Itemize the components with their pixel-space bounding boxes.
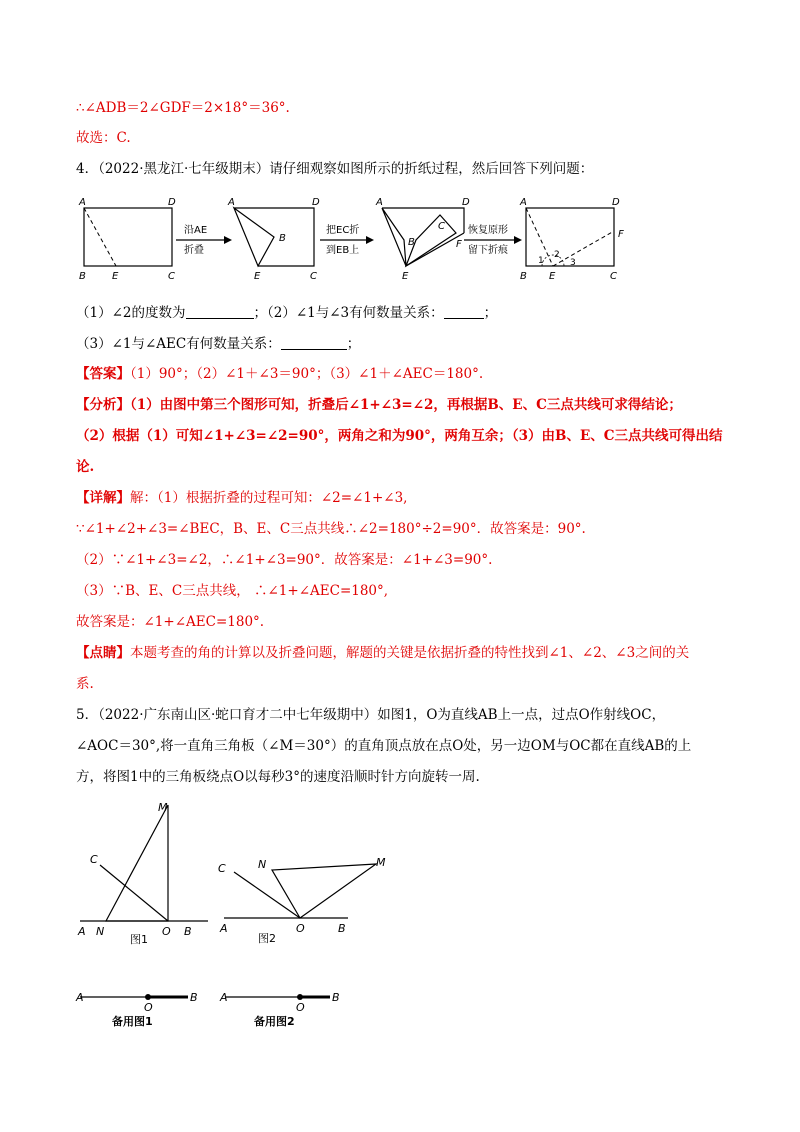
arrow2-text-b: 到EB上 [326,245,360,256]
answer-blank-1[interactable] [186,304,254,319]
spare-figure-1 [76,985,216,1030]
p4-label-F: F [618,229,624,240]
spare2-label-A: A [220,991,228,1004]
p4-label-D: D [612,197,620,208]
arrow1-text-a: 沿AE [184,225,208,236]
question-4-part-3 [76,334,360,354]
fig1-label-N: N [96,925,105,938]
q4-part2-text: ；（2）∠1与∠3有何数量关系： [253,305,444,321]
question-4-part-1-2 [76,303,497,323]
question-4-stem: 4．（2022·黑龙江·七年级期末）请仔细观察如图所示的折纸过程，然后回答下列问题： [76,161,594,177]
fig2-label-N: N [258,858,267,871]
p3-label-C: C [438,221,445,232]
answer-blank-2[interactable] [444,304,484,319]
fig2-label-O: O [296,922,305,935]
spare1-label-O: O [144,1001,153,1014]
q4-part3-end: ； [346,336,361,352]
fig1-label-C: C [90,853,98,866]
figure-1-diagram [76,795,216,950]
analysis-line-1 [76,395,682,415]
arrow3-text-b: 留下折痕 [468,245,508,256]
arrow3-text-a: 恢复原形 [468,225,508,236]
p4-label-A: A [520,197,527,208]
analysis-line-2: （2）根据（1）可知∠1+∠3=∠2=90°，两角之和为90°，两角互余；（3）由B、E、C三点共线可得出结 [76,428,723,444]
fig1-label-A: A [78,925,86,938]
p1-label-A: A [79,197,86,208]
p4-label-C: C [610,271,617,282]
p3-label-A: A [376,197,383,208]
folding-process-diagram [76,195,636,285]
q4-part1-text: （1）∠2的度数为 [76,305,186,321]
previous-choice: 故选：C. [76,130,131,146]
spare2-label-O: O [296,1001,305,1014]
p4-label-E: E [549,271,556,282]
spare2-label-B: B [332,991,340,1004]
fig1-label-O: O [162,925,171,938]
answer-line [76,364,483,384]
fig1-label-B: B [184,925,192,938]
detail-line-5: 故答案是：∠1+∠AEC=180°. [76,614,265,630]
spare-figure-2 [216,985,356,1030]
detail-line-1 [76,488,407,508]
answer-tag: 【答案】 [76,366,130,382]
question-5-line-1: 5．（2022·广东南山区·蛇口育才二中七年级期中）如图1，O为直线AB上一点，过点O作射线OC， [76,707,666,723]
spare1-label-A: A [76,991,84,1004]
p2-label-D: D [312,197,320,208]
detail-line-2: ∵∠1+∠2+∠3=∠BEC，B、E、C三点共线∴∠2=180°÷2=90°．故答案是：90°. [76,521,586,537]
fig1-caption: 图1 [130,933,148,946]
spare2-caption: 备用图2 [254,1015,295,1028]
q4-part2-end: ； [483,305,498,321]
fig2-label-M: M [376,856,386,869]
spare1-caption: 备用图1 [112,1015,153,1028]
p2-label-B: B [279,233,286,244]
fig1-label-M: M [158,801,168,814]
p4-angle-3: 3 [570,258,576,268]
previous-conclusion: ∴∠ADB＝2∠GDF＝2×18°＝36°. [76,100,290,116]
analysis-tag: 【分析】 [76,397,130,413]
panel1-rect [84,208,172,266]
p1-label-D: D [168,197,176,208]
answer-blank-3[interactable] [281,335,347,350]
detail-line-4: （3）∵B、E、C三点共线， ∴∠1+∠AEC=180°, [76,583,389,599]
detail-tag: 【详解】 [76,490,130,506]
p2-label-C: C [310,271,317,282]
p3-label-E: E [402,271,409,282]
analysis-line-3: 论. [76,459,95,475]
arrow1-text-b: 折叠 [184,245,204,256]
answer-text: （1）90°；（2）∠1＋∠3＝90°；（3）∠1＋∠AEC＝180°. [130,366,484,382]
p3-label-B: B [408,237,415,248]
fig2-label-C: C [218,862,226,875]
p3-label-D: D [462,197,470,208]
p1-label-B: B [79,271,86,282]
fig2-label-A: A [220,922,228,935]
analysis-text-1: （1）由图中第三个图形可知，折叠后∠1+∠3=∠2，再根据B、E、C三点共线可求得结论； [130,397,682,413]
p1-label-E: E [112,271,119,282]
detail-line-3: （2）∵∠1+∠3=∠2，∴∠1+∠3=90°．故答案是：∠1+∠3=90°. [76,552,493,568]
p1-label-C: C [168,271,175,282]
p4-label-B: B [520,271,527,282]
p2-label-E: E [254,271,261,282]
q4-part3-text: （3）∠1与∠AEC有何数量关系： [76,336,281,352]
fig2-caption: 图2 [258,932,276,945]
figure-2-diagram [216,850,396,950]
panel1-crease [84,208,116,266]
p4-angle-2: 2 [554,250,560,260]
comment-line-2: 系. [76,676,94,692]
spare1-label-B: B [190,991,198,1004]
comment-text-1: 本题考查的角的计算以及折叠问题，解题的关键是依据折叠的特性找到∠1、∠2、∠3之间的关 [130,645,690,661]
comment-line-1 [76,643,689,663]
fig2-label-B: B [338,922,346,935]
p4-angle-1: 1 [538,256,544,266]
arrow2-text-a: 把EC折 [326,225,360,236]
question-5-line-2: ∠AOC＝30°,将一直角三角板（∠M＝30°）的直角顶点放在点O处，另一边OM与OC都在直线AB的上 [76,738,692,754]
detail-text-1: 解：（1）根据折叠的过程可知：∠2=∠1+∠3, [130,490,408,506]
comment-tag: 【点睛】 [76,645,130,661]
p3-label-F: F [456,239,462,250]
question-5-line-3: 方，将图1中的三角板绕点O以每秒3°的速度沿顺时针方向旋转一周. [76,769,480,785]
p2-label-A: A [228,197,235,208]
